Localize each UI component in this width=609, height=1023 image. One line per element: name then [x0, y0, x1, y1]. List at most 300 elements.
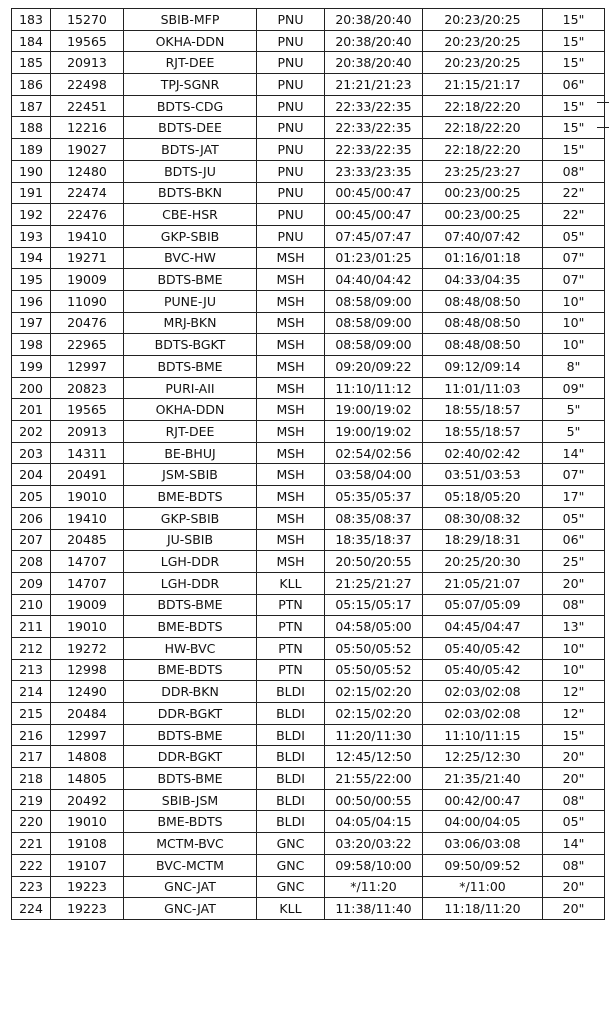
train-number-cell: 20491 [51, 464, 124, 486]
revised-timing-cell: 08:48/08:50 [423, 312, 543, 334]
right-edge-mark [597, 102, 609, 103]
serial-number-cell: 201 [12, 399, 51, 421]
table-row [12, 334, 605, 356]
revised-timing-cell: 04:33/04:35 [423, 269, 543, 291]
table-row [12, 139, 605, 161]
serial-number-cell: 202 [12, 421, 51, 443]
serial-number-cell: 206 [12, 507, 51, 529]
timing-cell: 07:45/07:47 [325, 225, 423, 247]
train-number-cell: 12998 [51, 659, 124, 681]
train-route-cell: PUNE-JU [124, 290, 257, 312]
train-route-cell: BDTS-JU [124, 160, 257, 182]
station-cell: PNU [257, 117, 325, 139]
timing-cell: 11:38/11:40 [325, 898, 423, 920]
table-row [12, 290, 605, 312]
serial-number-cell: 208 [12, 551, 51, 573]
train-number-cell: 14808 [51, 746, 124, 768]
timing-cell: 22:33/22:35 [325, 139, 423, 161]
train-number-cell: 19223 [51, 876, 124, 898]
serial-number-cell: 223 [12, 876, 51, 898]
station-cell: PNU [257, 139, 325, 161]
train-route-cell: DDR-BKN [124, 681, 257, 703]
station-cell: MSH [257, 442, 325, 464]
train-number-cell: 19272 [51, 637, 124, 659]
duration-cell: 15" [543, 117, 605, 139]
station-cell: KLL [257, 898, 325, 920]
revised-timing-cell: 22:18/22:20 [423, 139, 543, 161]
train-route-cell: CBE-HSR [124, 204, 257, 226]
train-number-cell: 14707 [51, 551, 124, 573]
duration-cell: 22" [543, 204, 605, 226]
revised-timing-cell: 05:18/05:20 [423, 486, 543, 508]
table-row [12, 768, 605, 790]
train-route-cell: RJT-DEE [124, 52, 257, 74]
train-route-cell: BDTS-BME [124, 768, 257, 790]
table-row [12, 789, 605, 811]
duration-cell: 10" [543, 290, 605, 312]
revised-timing-cell: 00:23/00:25 [423, 182, 543, 204]
timing-cell: 18:35/18:37 [325, 529, 423, 551]
station-cell: PTN [257, 659, 325, 681]
train-number-cell: 20476 [51, 312, 124, 334]
train-number-cell: 20823 [51, 377, 124, 399]
train-route-cell: GKP-SBIB [124, 507, 257, 529]
train-route-cell: SBIB-JSM [124, 789, 257, 811]
timing-cell: 21:25/21:27 [325, 572, 423, 594]
revised-timing-cell: 05:40/05:42 [423, 659, 543, 681]
train-number-cell: 19565 [51, 399, 124, 421]
revised-timing-cell: 05:07/05:09 [423, 594, 543, 616]
train-route-cell: RJT-DEE [124, 421, 257, 443]
revised-timing-cell: 03:06/03:08 [423, 833, 543, 855]
duration-cell: 8" [543, 356, 605, 378]
train-route-cell: HW-BVC [124, 637, 257, 659]
duration-cell: 5" [543, 399, 605, 421]
train-route-cell: BME-BDTS [124, 486, 257, 508]
train-number-cell: 20913 [51, 421, 124, 443]
revised-timing-cell: 00:42/00:47 [423, 789, 543, 811]
station-cell: MSH [257, 551, 325, 573]
station-cell: MSH [257, 334, 325, 356]
duration-cell: 10" [543, 637, 605, 659]
table-row [12, 160, 605, 182]
timing-cell: 20:38/20:40 [325, 52, 423, 74]
table-row [12, 95, 605, 117]
table-row [12, 551, 605, 573]
station-cell: BLDI [257, 681, 325, 703]
train-number-cell: 15270 [51, 9, 124, 31]
station-cell: PNU [257, 30, 325, 52]
timing-cell: 08:58/09:00 [325, 312, 423, 334]
serial-number-cell: 189 [12, 139, 51, 161]
table-row [12, 898, 605, 920]
serial-number-cell: 218 [12, 768, 51, 790]
timing-cell: 11:10/11:12 [325, 377, 423, 399]
timing-cell: 22:33/22:35 [325, 95, 423, 117]
revised-timing-cell: 21:35/21:40 [423, 768, 543, 790]
revised-timing-cell: 18:29/18:31 [423, 529, 543, 551]
train-number-cell: 22474 [51, 182, 124, 204]
train-number-cell: 19107 [51, 854, 124, 876]
revised-timing-cell: 09:12/09:14 [423, 356, 543, 378]
station-cell: PTN [257, 637, 325, 659]
duration-cell: 5" [543, 421, 605, 443]
timing-cell: 09:20/09:22 [325, 356, 423, 378]
serial-number-cell: 196 [12, 290, 51, 312]
revised-timing-cell: 18:55/18:57 [423, 399, 543, 421]
timing-cell: 20:38/20:40 [325, 9, 423, 31]
revised-timing-cell: 08:30/08:32 [423, 507, 543, 529]
station-cell: PNU [257, 74, 325, 96]
serial-number-cell: 216 [12, 724, 51, 746]
station-cell: BLDI [257, 724, 325, 746]
timing-cell: 21:55/22:00 [325, 768, 423, 790]
table-row [12, 74, 605, 96]
timing-cell: 21:21/21:23 [325, 74, 423, 96]
station-cell: PTN [257, 616, 325, 638]
timing-cell: 00:45/00:47 [325, 182, 423, 204]
train-number-cell: 12997 [51, 724, 124, 746]
timing-cell: 05:50/05:52 [325, 659, 423, 681]
train-route-cell: MRJ-BKN [124, 312, 257, 334]
duration-cell: 06" [543, 74, 605, 96]
serial-number-cell: 186 [12, 74, 51, 96]
serial-number-cell: 204 [12, 464, 51, 486]
timing-cell: 09:58/10:00 [325, 854, 423, 876]
table-row [12, 703, 605, 725]
train-number-cell: 12997 [51, 356, 124, 378]
train-number-cell: 20485 [51, 529, 124, 551]
station-cell: MSH [257, 269, 325, 291]
duration-cell: 22" [543, 182, 605, 204]
train-number-cell: 19009 [51, 269, 124, 291]
station-cell: PTN [257, 594, 325, 616]
serial-number-cell: 200 [12, 377, 51, 399]
timing-cell: 19:00/19:02 [325, 421, 423, 443]
revised-timing-cell: 04:00/04:05 [423, 811, 543, 833]
table-row [12, 377, 605, 399]
serial-number-cell: 199 [12, 356, 51, 378]
revised-timing-cell: 11:01/11:03 [423, 377, 543, 399]
station-cell: MSH [257, 312, 325, 334]
timing-cell: 03:58/04:00 [325, 464, 423, 486]
train-number-cell: 11090 [51, 290, 124, 312]
duration-cell: 20" [543, 898, 605, 920]
train-route-cell: BME-BDTS [124, 616, 257, 638]
table-row [12, 9, 605, 31]
train-route-cell: GKP-SBIB [124, 225, 257, 247]
train-number-cell: 14707 [51, 572, 124, 594]
duration-cell: 09" [543, 377, 605, 399]
revised-timing-cell: 18:55/18:57 [423, 421, 543, 443]
station-cell: KLL [257, 572, 325, 594]
revised-timing-cell: 20:23/20:25 [423, 52, 543, 74]
train-route-cell: MCTM-BVC [124, 833, 257, 855]
right-edge-mark [597, 127, 609, 128]
train-schedule-table [11, 8, 605, 920]
table-row [12, 421, 605, 443]
train-number-cell: 22476 [51, 204, 124, 226]
train-route-cell: BME-BDTS [124, 811, 257, 833]
table-row [12, 833, 605, 855]
duration-cell: 15" [543, 30, 605, 52]
station-cell: MSH [257, 356, 325, 378]
station-cell: PNU [257, 160, 325, 182]
duration-cell: 05" [543, 811, 605, 833]
duration-cell: 20" [543, 572, 605, 594]
table-row [12, 30, 605, 52]
train-route-cell: BVC-HW [124, 247, 257, 269]
revised-timing-cell: 20:23/20:25 [423, 9, 543, 31]
table-row [12, 746, 605, 768]
timing-cell: 04:05/04:15 [325, 811, 423, 833]
duration-cell: 20" [543, 768, 605, 790]
station-cell: BLDI [257, 768, 325, 790]
train-route-cell: BDTS-BME [124, 356, 257, 378]
table-row [12, 464, 605, 486]
train-number-cell: 19027 [51, 139, 124, 161]
table-row [12, 529, 605, 551]
serial-number-cell: 217 [12, 746, 51, 768]
timing-cell: 02:54/02:56 [325, 442, 423, 464]
serial-number-cell: 185 [12, 52, 51, 74]
duration-cell: 08" [543, 594, 605, 616]
train-number-cell: 19223 [51, 898, 124, 920]
duration-cell: 20" [543, 876, 605, 898]
train-number-cell: 19565 [51, 30, 124, 52]
duration-cell: 05" [543, 507, 605, 529]
train-number-cell: 14805 [51, 768, 124, 790]
duration-cell: 10" [543, 659, 605, 681]
timing-cell: 03:20/03:22 [325, 833, 423, 855]
duration-cell: 15" [543, 52, 605, 74]
revised-timing-cell: 07:40/07:42 [423, 225, 543, 247]
train-route-cell: JSM-SBIB [124, 464, 257, 486]
table-row [12, 204, 605, 226]
train-route-cell: BDTS-BME [124, 724, 257, 746]
duration-cell: 12" [543, 681, 605, 703]
revised-timing-cell: 02:40/02:42 [423, 442, 543, 464]
revised-timing-cell: 21:15/21:17 [423, 74, 543, 96]
station-cell: GNC [257, 833, 325, 855]
station-cell: PNU [257, 52, 325, 74]
table-row [12, 312, 605, 334]
duration-cell: 07" [543, 269, 605, 291]
timing-cell: 04:58/05:00 [325, 616, 423, 638]
serial-number-cell: 210 [12, 594, 51, 616]
table-row [12, 225, 605, 247]
duration-cell: 10" [543, 312, 605, 334]
station-cell: PNU [257, 204, 325, 226]
timing-cell: 20:38/20:40 [325, 30, 423, 52]
revised-timing-cell: 08:48/08:50 [423, 290, 543, 312]
revised-timing-cell: 01:16/01:18 [423, 247, 543, 269]
train-route-cell: SBIB-MFP [124, 9, 257, 31]
station-cell: BLDI [257, 703, 325, 725]
train-route-cell: BME-BDTS [124, 659, 257, 681]
revised-timing-cell: 22:18/22:20 [423, 95, 543, 117]
table-row [12, 811, 605, 833]
serial-number-cell: 198 [12, 334, 51, 356]
serial-number-cell: 193 [12, 225, 51, 247]
revised-timing-cell: 20:23/20:25 [423, 30, 543, 52]
train-route-cell: BDTS-JAT [124, 139, 257, 161]
serial-number-cell: 207 [12, 529, 51, 551]
table-row [12, 681, 605, 703]
revised-timing-cell: 02:03/02:08 [423, 703, 543, 725]
train-number-cell: 20492 [51, 789, 124, 811]
table-row [12, 637, 605, 659]
serial-number-cell: 205 [12, 486, 51, 508]
duration-cell: 07" [543, 247, 605, 269]
train-number-cell: 22965 [51, 334, 124, 356]
duration-cell: 14" [543, 442, 605, 464]
table-row [12, 659, 605, 681]
serial-number-cell: 220 [12, 811, 51, 833]
timing-cell: 12:45/12:50 [325, 746, 423, 768]
serial-number-cell: 194 [12, 247, 51, 269]
train-number-cell: 12480 [51, 160, 124, 182]
serial-number-cell: 183 [12, 9, 51, 31]
train-number-cell: 19108 [51, 833, 124, 855]
train-route-cell: LGH-DDR [124, 551, 257, 573]
revised-timing-cell: 09:50/09:52 [423, 854, 543, 876]
table-row [12, 616, 605, 638]
duration-cell: 12" [543, 703, 605, 725]
station-cell: GNC [257, 854, 325, 876]
duration-cell: 08" [543, 160, 605, 182]
train-route-cell: BDTS-CDG [124, 95, 257, 117]
timing-cell: 08:58/09:00 [325, 334, 423, 356]
train-number-cell: 12490 [51, 681, 124, 703]
train-number-cell: 19010 [51, 616, 124, 638]
serial-number-cell: 213 [12, 659, 51, 681]
table-row [12, 247, 605, 269]
serial-number-cell: 195 [12, 269, 51, 291]
station-cell: MSH [257, 399, 325, 421]
station-cell: MSH [257, 507, 325, 529]
train-number-cell: 22498 [51, 74, 124, 96]
table-row [12, 724, 605, 746]
serial-number-cell: 211 [12, 616, 51, 638]
station-cell: MSH [257, 529, 325, 551]
train-route-cell: GNC-JAT [124, 898, 257, 920]
train-number-cell: 20913 [51, 52, 124, 74]
duration-cell: 08" [543, 854, 605, 876]
table-row [12, 876, 605, 898]
train-route-cell: BDTS-BME [124, 594, 257, 616]
timing-cell: 23:33/23:35 [325, 160, 423, 182]
train-route-cell: DDR-BGKT [124, 746, 257, 768]
revised-timing-cell: 04:45/04:47 [423, 616, 543, 638]
station-cell: BLDI [257, 811, 325, 833]
table-row [12, 572, 605, 594]
duration-cell: 07" [543, 464, 605, 486]
train-number-cell: 20484 [51, 703, 124, 725]
duration-cell: 06" [543, 529, 605, 551]
serial-number-cell: 203 [12, 442, 51, 464]
train-route-cell: BE-BHUJ [124, 442, 257, 464]
train-number-cell: 22451 [51, 95, 124, 117]
duration-cell: 05" [543, 225, 605, 247]
revised-timing-cell: 11:10/11:15 [423, 724, 543, 746]
duration-cell: 15" [543, 95, 605, 117]
train-route-cell: OKHA-DDN [124, 399, 257, 421]
serial-number-cell: 215 [12, 703, 51, 725]
timing-cell: 05:35/05:37 [325, 486, 423, 508]
duration-cell: 15" [543, 724, 605, 746]
timing-cell: 11:20/11:30 [325, 724, 423, 746]
train-route-cell: DDR-BGKT [124, 703, 257, 725]
serial-number-cell: 192 [12, 204, 51, 226]
duration-cell: 08" [543, 789, 605, 811]
station-cell: MSH [257, 377, 325, 399]
table-row [12, 356, 605, 378]
serial-number-cell: 224 [12, 898, 51, 920]
timing-cell: 01:23/01:25 [325, 247, 423, 269]
duration-cell: 15" [543, 139, 605, 161]
timing-cell: 08:35/08:37 [325, 507, 423, 529]
timing-cell: 00:45/00:47 [325, 204, 423, 226]
duration-cell: 15" [543, 9, 605, 31]
revised-timing-cell: */11:00 [423, 876, 543, 898]
table-row [12, 52, 605, 74]
duration-cell: 20" [543, 746, 605, 768]
train-route-cell: GNC-JAT [124, 876, 257, 898]
table-row [12, 507, 605, 529]
timing-cell: 04:40/04:42 [325, 269, 423, 291]
revised-timing-cell: 20:25/20:30 [423, 551, 543, 573]
revised-timing-cell: 22:18/22:20 [423, 117, 543, 139]
duration-cell: 17" [543, 486, 605, 508]
duration-cell: 14" [543, 833, 605, 855]
table-row [12, 117, 605, 139]
train-route-cell: PURI-AII [124, 377, 257, 399]
timing-cell: 02:15/02:20 [325, 703, 423, 725]
train-route-cell: BDTS-BME [124, 269, 257, 291]
serial-number-cell: 212 [12, 637, 51, 659]
timing-cell: 22:33/22:35 [325, 117, 423, 139]
revised-timing-cell: 05:40/05:42 [423, 637, 543, 659]
serial-number-cell: 187 [12, 95, 51, 117]
serial-number-cell: 221 [12, 833, 51, 855]
timing-cell: 02:15/02:20 [325, 681, 423, 703]
station-cell: MSH [257, 464, 325, 486]
train-route-cell: OKHA-DDN [124, 30, 257, 52]
serial-number-cell: 222 [12, 854, 51, 876]
station-cell: PNU [257, 9, 325, 31]
train-route-cell: BVC-MCTM [124, 854, 257, 876]
station-cell: MSH [257, 247, 325, 269]
station-cell: MSH [257, 290, 325, 312]
train-number-cell: 19010 [51, 486, 124, 508]
table-row [12, 182, 605, 204]
train-number-cell: 19009 [51, 594, 124, 616]
train-route-cell: BDTS-DEE [124, 117, 257, 139]
train-route-cell: BDTS-BKN [124, 182, 257, 204]
duration-cell: 10" [543, 334, 605, 356]
duration-cell: 25" [543, 551, 605, 573]
station-cell: GNC [257, 876, 325, 898]
train-number-cell: 19271 [51, 247, 124, 269]
train-route-cell: LGH-DDR [124, 572, 257, 594]
train-number-cell: 19410 [51, 225, 124, 247]
revised-timing-cell: 02:03/02:08 [423, 681, 543, 703]
timing-cell: 05:15/05:17 [325, 594, 423, 616]
timing-cell: */11:20 [325, 876, 423, 898]
revised-timing-cell: 21:05/21:07 [423, 572, 543, 594]
station-cell: BLDI [257, 746, 325, 768]
